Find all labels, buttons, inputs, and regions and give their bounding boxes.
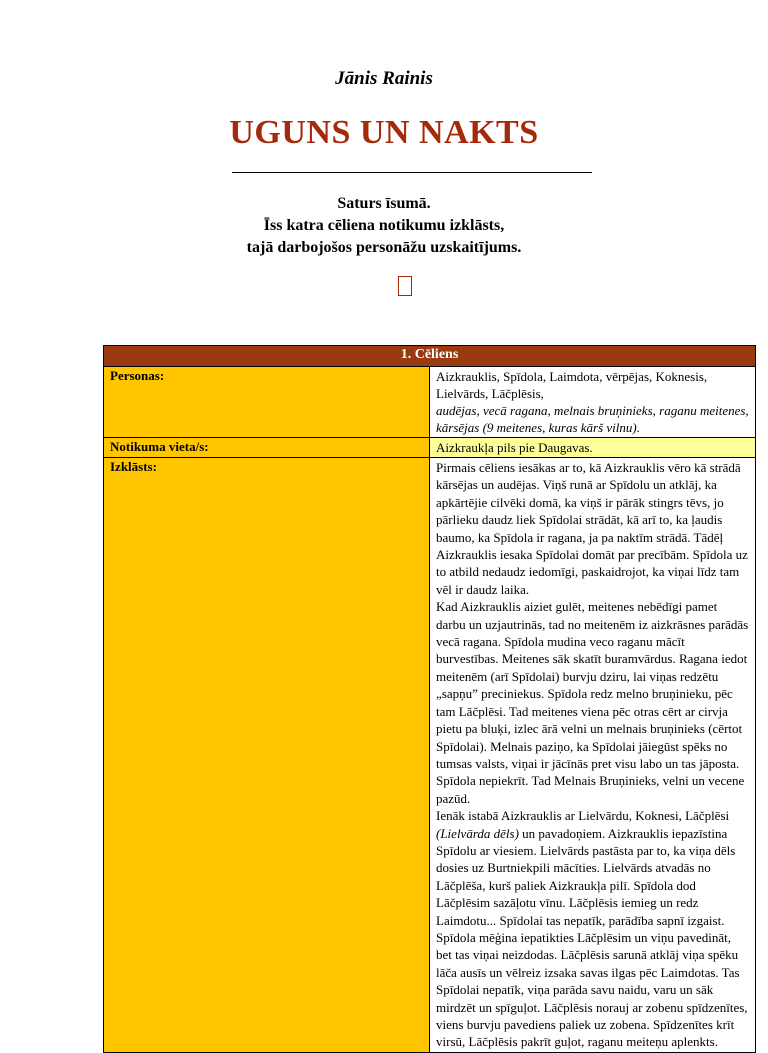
summary-p3-end: un pavadoņiem. Aizkrauklis iepazīstina Spīdolu ar viesiem. Lielvārds pastāsta par to, ka viņa dēls dosies uz Burtniekpili mācīties. Lielvārds atvadās no Lāčplēša, kurš paliek Aizkraukļa pilī. Spīdola dod Lāčplēsim sazāļotu vīnu. Lāčplēsis iemieg un redz Laimdotu... Spīdolai tas nepatīk, parādība sapnī izgaist. Spīdola mēģina iepatikties Lāčplēsim un viņu pavedināt, bet tas viņai neizdodas. Lāčplēsis sarunā atklāj viņa spēku lāča ausīs un vēlreiz izsaka savas ilgas pēc Laimdotas. Tas Spīdolai nepatīk, viņa parāda savu naidu, varu un sāk mirdzēt un spīguļot. Lāčplēsis norauj ar zobenu spīdzenītes, viens burvju pavediens paliek uz zobena. Spīdzenītes krīt virsū, Lāčplēsis pakrīt guļot, raganu meiteņu aplenkts. [436,825,748,1050]
persons-label: Personas: [104,367,430,438]
author-name: Jānis Rainis [335,68,433,89]
place-value: Aizkraukļa pils pie Daugavas. [430,438,756,458]
summary-p3-start: Ienāk istabā Aizkrauklis ar Lielvārdu, Koknesi, Lāčplēsi [436,808,730,824]
title-divider [232,172,592,173]
summary-paragraph [436,807,749,1051]
persons-main: Aizkrauklis, Spīdola, Laimdota, vērpējas, Koknesis, Lielvārds, Lāčplēsis, [436,369,708,401]
intro-line: Saturs īsumā. [337,195,431,212]
intro-block [0,193,768,259]
document-title: UGUNS UN NAKTS [229,114,539,151]
summary-paragraph: Kad Aizkrauklis aiziet gulēt, meitenes nebēdīgi pamet darbu un uzjautrinās, tad no meitenēm iz aizkrāsnes parādās vecā ragana. Spīdola mudina veco raganu mācīt burvestības. Meitenes sāk skatīt buramvārdus. Ragana iedot meitenēm (arī Spīdolai) burvju dziru, lai viņas redzētu „sapņu” preciniekus. Spīdola redz melno bruņinieku, pēc tam Lāčplēsi. Tad meitenes viena pēc otras cērt ar cirvja pietu pa bluķi, izlec ārā velni un melnais bruņinieks (cērtot Spīdolai). Melnais paziņo, ka Spīdolai jāiegūst spēks no tumsas valsts, viņai ir jācīnās pret visu labo un tas jāposta. Spīdola nepiekrīt. Tad Melnais Bruņinieks, velni un vecene pazūd. [436,599,749,806]
summary-text [430,458,756,1053]
persons-italic-1: audējas, vecā ragana, melnais bruņinieks, raganu meitenes, [436,403,749,418]
intro-line: tajā darbojošos personāžu uzskaitījums. [246,239,522,256]
place-label: Notikuma vieta/s: [104,438,430,458]
persons-italic-2: kārsējas (9 meitenes, kuras kārš vilnu). [436,420,640,435]
intro-line: Īss katra cēliena notikumu izklāsts, [263,217,505,234]
summary-label: Izklāsts: [104,458,430,1053]
act-heading: 1. Cēliens [104,346,756,367]
summary-p3-italic: (Lielvārda dēls) [436,825,519,841]
summary-paragraph: Pirmais cēliens iesākas ar to, kā Aizkrauklis vēro kā strādā kārsējas un audējas. Viņš runā ar Spīdolu un atklāj, ka apkārtējie cilvēki domā, ka viņš ir pārāk stingrs tēvs, jo pārlieku daudz liek Spīdolai strādāt, kā arī to, ka ļaudis baumo, ka Spīdola ir ragana, ja pa naktīm strādā. Tādēļ Aizkrauklis iesaka Spīdolai domāt par precībām. Spīdola uz to atbild nedaudz iedomīgi, paskaidrojot, ka viņai līdz tam vēl ir daudz laika. [436,460,748,597]
persons-value [430,367,756,438]
missing-glyph-icon [398,276,412,296]
act-summary-table [103,345,756,1053]
